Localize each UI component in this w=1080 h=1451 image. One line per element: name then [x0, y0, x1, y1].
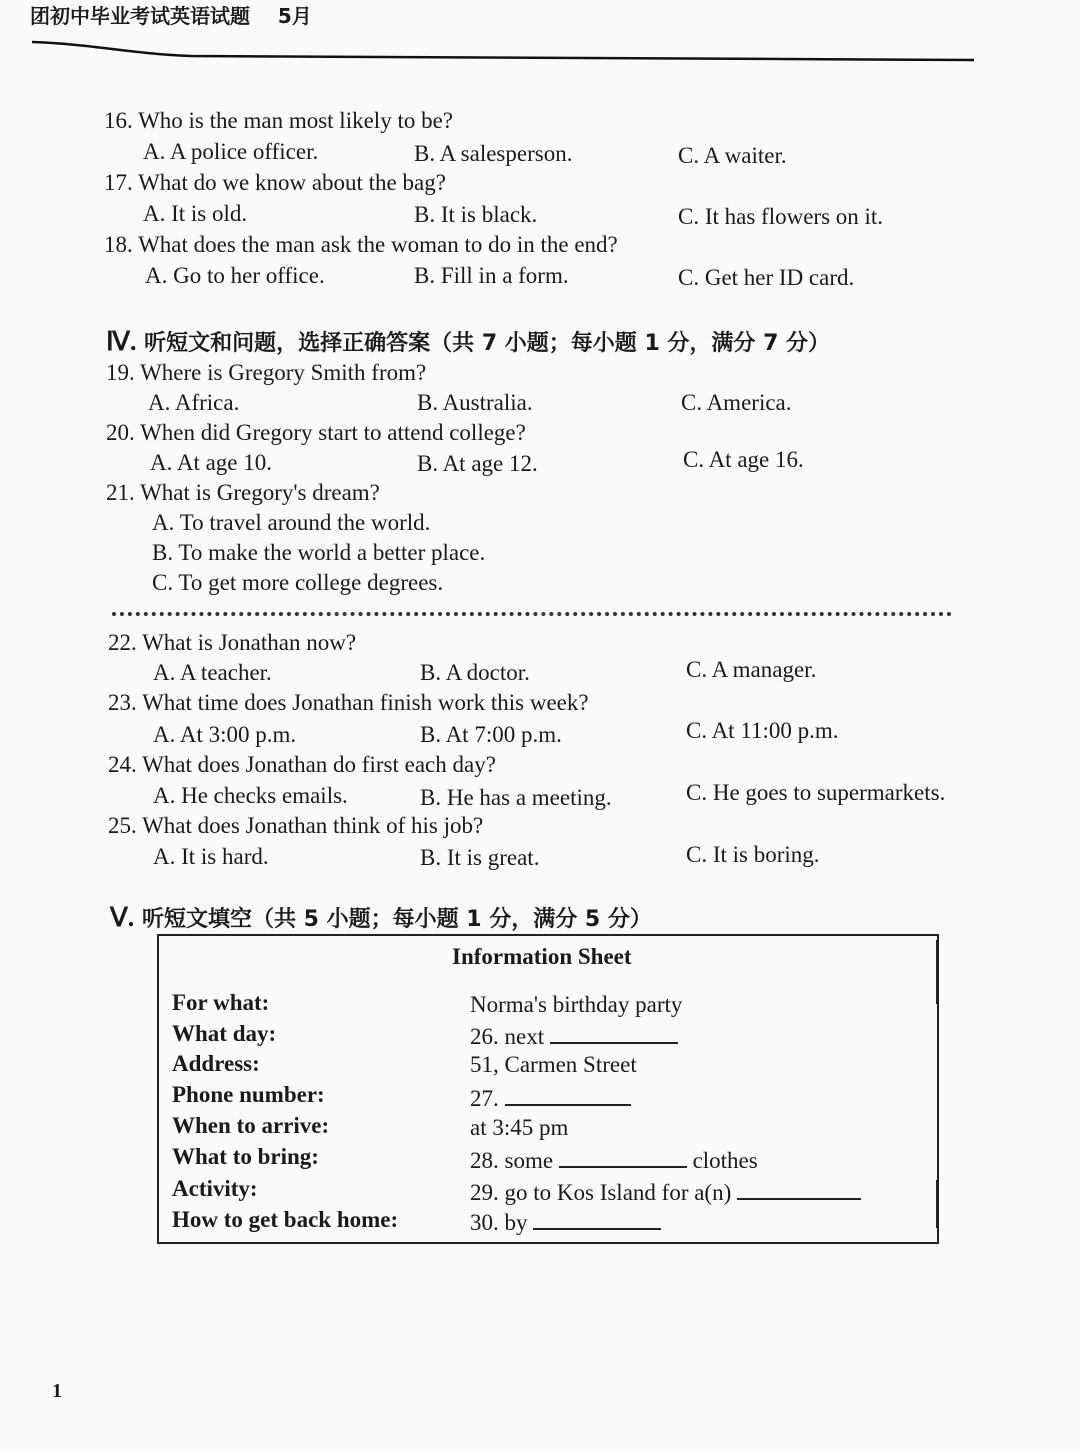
box-edge-mark-lower — [936, 1180, 938, 1228]
exam-header — [30, 0, 312, 29]
sheet-value-for-what: Norma's birthday party — [470, 992, 683, 1017]
sheet-label-for-what: For what: — [172, 990, 270, 1015]
sheet-value-what-to-bring — [470, 1146, 758, 1174]
sheet-value-what-day-text: 26. next — [470, 1024, 545, 1049]
section-4-title: 听短文和问题，选择正确答案（共 7 小题；每小题 1 分，满分 7 分） — [144, 331, 831, 356]
question-21-option-c: C. To get more college degrees. — [152, 570, 444, 595]
question-18-option-a: A. Go to her office. — [145, 263, 325, 288]
section-5-numeral: Ⅴ. — [110, 903, 135, 932]
sheet-value-address: 51, Carmen Street — [470, 1052, 637, 1077]
question-23-option-b: B. At 7:00 p.m. — [420, 722, 562, 747]
sheet-value-what-to-bring-suffix: clothes — [692, 1148, 758, 1173]
question-20: 20. When did Gregory start to attend college? — [106, 420, 526, 445]
question-18: 18. What does the man ask the woman to do in the end? — [104, 232, 618, 257]
sheet-value-activity-text: 29. go to Kos Island for a(n) — [470, 1180, 732, 1205]
sheet-label-address: Address: — [172, 1051, 260, 1076]
question-16-option-c: C. A waiter. — [678, 143, 787, 168]
question-23-option-a: A. At 3:00 p.m. — [153, 722, 297, 747]
box-edge-mark — [936, 940, 938, 1004]
question-23: 23. What time does Jonathan finish work this week? — [108, 690, 589, 715]
section-4-numeral: Ⅳ. — [106, 327, 137, 356]
section-5-heading — [110, 902, 652, 933]
question-22-option-c: C. A manager. — [686, 657, 817, 682]
question-21-option-a: A. To travel around the world. — [152, 510, 431, 535]
question-21: 21. What is Gregory's dream? — [106, 480, 380, 505]
question-25: 25. What does Jonathan think of his job? — [108, 813, 484, 838]
sheet-label-when-to-arrive: When to arrive: — [172, 1113, 330, 1138]
exam-header-month: 5月 — [277, 4, 312, 28]
page-number: 1 — [52, 1380, 62, 1402]
question-25-option-a: A. It is hard. — [153, 844, 269, 869]
question-22-option-a: A. A teacher. — [153, 660, 272, 685]
question-19: 19. Where is Gregory Smith from? — [106, 360, 427, 385]
question-19-option-a: A. Africa. — [148, 390, 240, 415]
question-23-option-c: C. At 11:00 p.m. — [686, 718, 839, 743]
dotted-separator — [112, 612, 952, 616]
sheet-value-what-day — [470, 1022, 678, 1050]
question-18-option-c: C. Get her ID card. — [678, 265, 855, 290]
answer-blank-30[interactable] — [533, 1208, 661, 1230]
question-17-option-b: B. It is black. — [414, 202, 538, 227]
question-17-option-c: C. It has flowers on it. — [678, 204, 884, 229]
question-25-option-c: C. It is boring. — [686, 842, 820, 867]
header-rule — [32, 40, 974, 62]
question-19-option-c: C. America. — [681, 390, 792, 415]
answer-blank-26[interactable] — [550, 1022, 678, 1044]
question-20-option-a: A. At age 10. — [150, 450, 273, 475]
answer-blank-29[interactable] — [737, 1178, 861, 1200]
question-19-option-b: B. Australia. — [417, 390, 533, 415]
question-16-option-a: A. A police officer. — [143, 139, 319, 164]
sheet-value-activity — [470, 1178, 861, 1206]
question-24: 24. What does Jonathan do first each day? — [108, 752, 496, 777]
sheet-label-phone-number: Phone number: — [172, 1082, 325, 1107]
question-22: 22. What is Jonathan now? — [108, 630, 357, 655]
question-17: 17. What do we know about the bag? — [104, 170, 446, 195]
question-24-option-a: A. He checks emails. — [153, 783, 348, 808]
information-sheet-title: Information Sheet — [452, 944, 632, 969]
answer-blank-27[interactable] — [505, 1084, 631, 1106]
question-16: 16. Who is the man most likely to be? — [104, 108, 453, 133]
sheet-value-how-to-get-back-text: 30. by — [470, 1210, 528, 1235]
question-21-option-b: B. To make the world a better place. — [152, 540, 486, 565]
sheet-value-what-to-bring-text: 28. some — [470, 1148, 554, 1173]
question-18-option-b: B. Fill in a form. — [414, 263, 569, 288]
question-20-option-c: C. At age 16. — [683, 447, 804, 472]
sheet-value-phone-number — [470, 1084, 631, 1112]
question-17-option-a: A. It is old. — [143, 201, 248, 226]
question-16-option-b: B. A salesperson. — [414, 141, 573, 166]
sheet-value-when-to-arrive: at 3:45 pm — [470, 1115, 569, 1140]
question-22-option-b: B. A doctor. — [420, 660, 530, 685]
sheet-label-what-day: What day: — [172, 1021, 277, 1046]
question-20-option-b: B. At age 12. — [417, 451, 538, 476]
section-5-title: 听短文填空（共 5 小题；每小题 1 分，满分 5 分） — [141, 907, 652, 932]
section-4-heading — [106, 326, 830, 357]
question-25-option-b: B. It is great. — [420, 845, 540, 870]
sheet-value-phone-number-text: 27. — [470, 1086, 499, 1111]
question-24-option-c: C. He goes to supermarkets. — [686, 780, 946, 805]
sheet-label-activity: Activity: — [172, 1176, 258, 1201]
question-24-option-b: B. He has a meeting. — [420, 785, 612, 810]
sheet-label-what-to-bring: What to bring: — [172, 1144, 319, 1169]
sheet-label-how-to-get-back: How to get back home: — [172, 1207, 399, 1232]
answer-blank-28[interactable] — [559, 1146, 687, 1168]
exam-header-title: 团初中毕业考试英语试题 — [30, 4, 250, 28]
sheet-value-how-to-get-back — [470, 1208, 661, 1236]
